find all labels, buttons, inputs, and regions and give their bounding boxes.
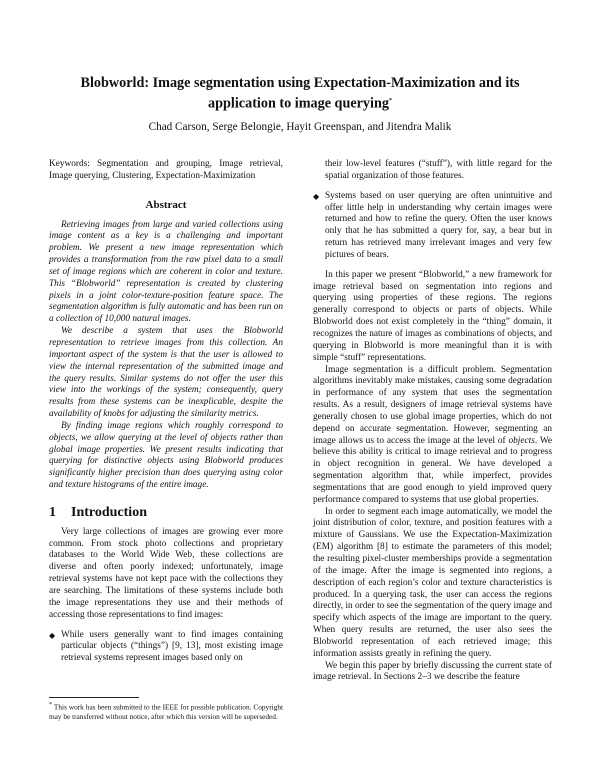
text-run: . We believe this ability is critical to image retrieval and to progress in object recognition in general. We have developed a segmentation algorithm that, while imperfect, provides segmentations that are good enough to yield improved query performance compared to systems that use global properties.	[313, 435, 553, 505]
text-run: Image segmentation is a difficult problem. Segmentation algorithms inevitably make mistakes, causing some degradation in performance of any system that uses the segmentation results. As a result, designers of image retrieval systems have generally chosen to use global image properties, which do not depend on accurate segmentation. However, segmenting an image allows us to access the image at the level of	[313, 364, 552, 446]
bullet-item	[49, 630, 283, 666]
footnote	[49, 701, 283, 722]
abstract-body	[49, 220, 283, 492]
paper-title	[40, 74, 560, 113]
bullet-icon: ◆	[49, 630, 56, 640]
title-footnote-mark: *	[388, 98, 392, 104]
abstract-paragraph: Retrieving images from large and varied collections using image content as a key is a challenging and important problem. We present a new image representation which provides a transformation from the raw pixel data to a small set of image regions which are coherent in color and texture. This “Blobworld” representation is created by clustering pixels in a joint color-texture-position feature space. The segmentation algorithm is fully automatic and has been run on a collection of 10,000 natural images.	[49, 219, 283, 325]
title-line-2: application to image querying	[208, 95, 389, 112]
intro-paragraph: In order to segment each image automatically, we model the joint distribution of color, texture, and position features with a mixture of Gaussians. We use the Expectation-Maximization (EM) algorithm [8] to estimate the parameters of this model; the resulting pixel-cluster memberships provide a segmentation of the image. After the image is segmented into regions, a description of each region’s color and texture characteristics is produced. In a querying task, the user can access the regions directly, in order to see the segmentation of the query image and specify which aspects of the image are important to the query. When query results are returned, the user also sees the Blobworld representation of each retrieved image; this information assists greatly in refining the query.	[313, 506, 552, 659]
section-title: Introduction	[71, 504, 147, 520]
title-line-1: Blobworld: Image segmentation using Expectation-Maximization and its	[80, 75, 520, 91]
emphasis: objects	[508, 435, 535, 446]
intro-paragraph: We begin this paper by briefly discussing the current state of image retrieval. In Sections 2–3 we describe the feature	[313, 660, 552, 683]
abstract-paragraph: By finding image regions which roughly correspond to objects, we allow querying at the level of objects rather than global image properties. We present results indicating that querying for distinctive objects using Blobworld produces significantly higher precision than does querying using color and texture histograms of the entire image.	[49, 420, 283, 491]
footnote-mark: *	[49, 702, 52, 708]
footnote-text: This work has been submitted to the IEEE for possible publication. Copyright may be transferred without notice, after which this version will be superseded.	[49, 702, 283, 722]
bullet-item	[313, 191, 552, 262]
bullet-continuation: their low-level features (“stuff”), with little regard for the spatial organization of those features.	[325, 159, 552, 181]
footnote-rule	[49, 697, 139, 698]
section-heading	[49, 504, 283, 520]
intro-paragraph	[313, 365, 552, 507]
keywords: Keywords: Segmentation and grouping, Image retrieval, Image querying, Clustering, Expectation-Maximization	[49, 159, 283, 181]
bullet-icon: ◆	[313, 191, 320, 201]
bullet-text: While users generally want to find images containing particular objects (“things”) [9, 13], most existing image retrieval systems represent images based only on	[61, 629, 283, 664]
abstract-heading: Abstract	[145, 198, 187, 211]
authors: Chad Carson, Serge Belongie, Hayit Greenspan, and Jitendra Malik	[148, 121, 452, 133]
abstract-paragraph: We describe a system that uses the Blobworld representation to retrieve images from this collection. An important aspect of the system is that the user is allowed to view the internal representation of the submitted image and the query results. Similar systems do not offer the user this view into the workings of the system; consequently, query results from these systems can be inexplicable, despite the availability of knobs for adjusting the similarity metrics.	[49, 326, 283, 420]
intro-paragraph: In this paper we present “Blobworld,” a new framework for image retrieval based on segmentation into regions and querying using properties of these regions. The regions generally correspond to objects or parts of objects. While Blobworld does not exist completely in the “thing” domain, it recognizes the nature of images as combinations of objects, and querying in Blobworld is more meaningful than it is with simple “stuff” representations.	[313, 269, 552, 363]
section-number: 1	[49, 504, 56, 520]
left-column	[49, 159, 283, 665]
intro-paragraph: Very large collections of images are growing ever more common. From stock photo collections and proprietary databases to the World Wide Web, these collections are diverse and often poorly indexed; unfortunately, image retrieval systems have not kept pace with the collections they are searching. The limitations of these systems include both the image representations they use and their methods of accessing those representations to find images:	[49, 526, 283, 620]
right-column	[313, 159, 552, 684]
bullet-text: Systems based on user querying are often unintuitive and offer little help in understanding why certain images were returned and how to refine the query. Often the user knows only that he has submitted a query for, say, a bear but in return has retrieved many irrelevant images and very few pictures of bears.	[325, 190, 552, 260]
